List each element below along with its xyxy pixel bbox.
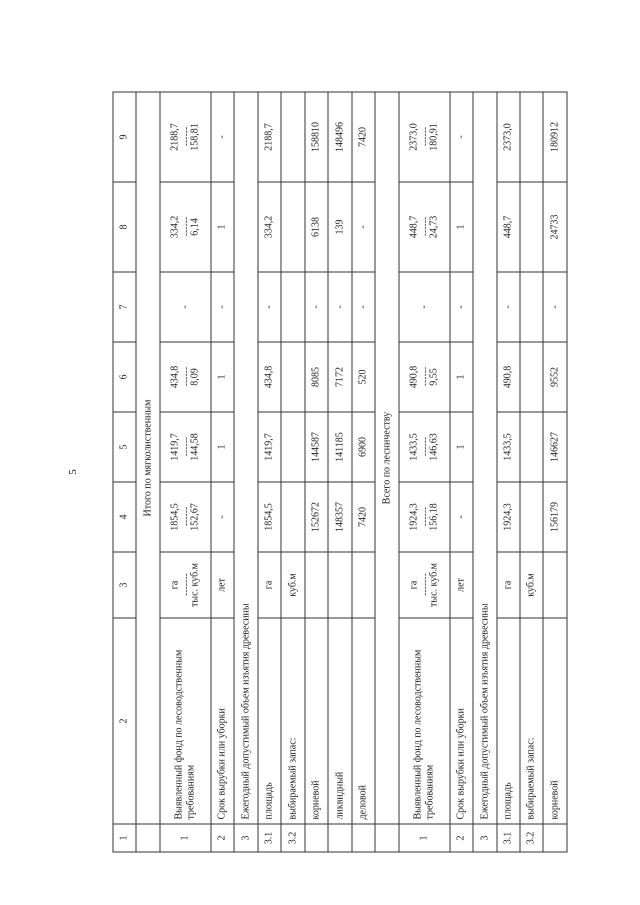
fraction-line: - - - - - -: [419, 217, 430, 237]
value-cell: 490,8: [497, 342, 520, 412]
value-cell: -: [211, 92, 234, 182]
table-row: [399, 92, 450, 852]
table-row: [305, 92, 328, 852]
value-cell: -: [450, 272, 473, 342]
unit-cell: га: [258, 552, 281, 618]
row-name: площадь: [497, 618, 520, 824]
row-name: Ежегодный допустимый объем изъятия древесины: [234, 92, 257, 824]
value-bottom: 6,14: [189, 218, 201, 236]
value-cell: [520, 272, 543, 342]
value-cell: 1: [211, 182, 234, 272]
row-name: Срок вырубки или уборки: [450, 618, 473, 824]
value-cell: 334,2: [258, 182, 281, 272]
value-cell: 152672: [305, 482, 328, 552]
value-cell: [520, 92, 543, 182]
value-cell: 139: [328, 182, 351, 272]
value-bottom: 156,18: [428, 503, 440, 531]
value-cell: [399, 412, 450, 482]
row-name: выбираемый запас:: [520, 618, 543, 824]
value-cell: [520, 342, 543, 412]
unit-fraction: [409, 557, 440, 614]
value-cell: -: [352, 272, 375, 342]
value-cell: -: [211, 272, 234, 342]
value-cell: 434,8: [258, 342, 281, 412]
value-cell: 520: [352, 342, 375, 412]
value-cell: [160, 272, 211, 342]
row-number: 3.1: [497, 824, 520, 852]
value-cell: 1419,7: [258, 412, 281, 482]
unit-cell: [160, 552, 211, 618]
fraction-line: - - - - - -: [180, 127, 191, 147]
value-cell: [520, 482, 543, 552]
row-number: 3: [473, 824, 496, 852]
value-cell: [399, 482, 450, 552]
row-number: 3.2: [520, 824, 543, 852]
section-title-row: [375, 92, 398, 852]
value-cell: [160, 182, 211, 272]
value-cell: 7420: [352, 482, 375, 552]
value-cell: 2373,0: [497, 92, 520, 182]
value-cell: -: [352, 182, 375, 272]
fraction-line: - - - - - -: [180, 507, 191, 527]
row-number: [328, 824, 351, 852]
value-cell: [160, 342, 211, 412]
row-name: Выявленный фонд по лесоводственным требованиям: [160, 618, 211, 824]
header-cell: 4: [113, 482, 136, 552]
value-fraction: [170, 347, 201, 408]
row-number: 2: [211, 824, 234, 852]
header-cell: 8: [113, 182, 136, 272]
row-number: 3: [234, 824, 257, 852]
unit-cell: [305, 552, 328, 618]
row-name: Ежегодный допустимый объем изъятия древесины: [473, 92, 496, 824]
value-fraction: [170, 97, 201, 178]
table-row: [450, 92, 473, 852]
unit-cell: лет: [450, 552, 473, 618]
unit-cell: [328, 552, 351, 618]
header-cell: 6: [113, 342, 136, 412]
value-cell: 1854,5: [258, 482, 281, 552]
unit-top: га: [408, 580, 420, 590]
unit-bottom: тыс. куб.м: [189, 562, 201, 608]
row-number: [305, 824, 328, 852]
unit-cell: куб.м: [520, 552, 543, 618]
value-cell: [281, 482, 304, 552]
value-cell: 7420: [352, 92, 375, 182]
value-top: 490,8: [408, 365, 420, 389]
fraction-line: - - - - - -: [419, 367, 430, 387]
rotated-table-container: [113, 93, 568, 853]
section-empty-cell: [136, 824, 159, 852]
value-cell: 144587: [305, 412, 328, 482]
row-number: 3.2: [281, 824, 304, 852]
value-fraction: [409, 417, 440, 478]
value-fraction: [170, 487, 201, 548]
value-cell: 1: [450, 342, 473, 412]
value-cell: -: [450, 482, 473, 552]
value-top: 334,2: [169, 215, 181, 239]
value-fraction: [170, 187, 201, 268]
row-number: 1: [160, 824, 211, 852]
value-bottom: 146,63: [428, 433, 440, 461]
value-top: 2373,0: [408, 123, 420, 151]
fraction-line: - - - - - -: [419, 437, 430, 457]
value-bottom: 144,58: [189, 433, 201, 461]
value-cell: [281, 182, 304, 272]
value-cell: 9552: [543, 342, 567, 412]
value-top: 434,8: [169, 365, 181, 389]
value-cell: 158810: [305, 92, 328, 182]
value-cell: 448,7: [497, 182, 520, 272]
table-row: [520, 92, 543, 852]
value-text: -: [418, 305, 430, 309]
fraction-line: - - - - - - -: [180, 574, 191, 596]
unit-cell: [543, 552, 567, 618]
value-cell: 1: [450, 182, 473, 272]
value-cell: 7172: [328, 342, 351, 412]
value-cell: 24733: [543, 182, 567, 272]
row-number: 1: [399, 824, 450, 852]
forest-fund-table: [113, 92, 568, 853]
value-fraction: [170, 417, 201, 478]
value-cell: -: [543, 272, 567, 342]
value-bottom: 9,55: [428, 368, 440, 386]
row-number: 3.1: [258, 824, 281, 852]
table-row: [543, 92, 567, 852]
fraction-line: - - - - - -: [180, 217, 191, 237]
table-row: [352, 92, 375, 852]
row-number: [543, 824, 567, 852]
value-cell: 180912: [543, 92, 567, 182]
table-row: [328, 92, 351, 852]
value-cell: 148496: [328, 92, 351, 182]
value-top: 2188,7: [169, 123, 181, 151]
value-bottom: 152,67: [189, 503, 201, 531]
value-cell: [281, 412, 304, 482]
header-cell: 5: [113, 412, 136, 482]
value-fraction: [409, 487, 440, 548]
value-top: 1433,5: [408, 433, 420, 461]
header-cell: 1: [113, 824, 136, 852]
row-number: [352, 824, 375, 852]
value-cell: 6138: [305, 182, 328, 272]
value-cell: -: [450, 92, 473, 182]
value-cell: [399, 342, 450, 412]
value-cell: 1: [450, 412, 473, 482]
section-title: Итого по мягколиственным: [136, 92, 159, 824]
header-row: [113, 92, 136, 852]
page-number: 5: [66, 469, 79, 475]
value-cell: 1: [211, 342, 234, 412]
value-fraction: [409, 97, 440, 178]
value-cell: -: [497, 272, 520, 342]
value-cell: -: [328, 272, 351, 342]
unit-cell: [399, 552, 450, 618]
row-name: деловой: [352, 618, 375, 824]
fraction-line: - - - - - -: [419, 507, 430, 527]
header-cell: 7: [113, 272, 136, 342]
value-cell: 1: [211, 412, 234, 482]
value-fraction: [409, 347, 440, 408]
header-cell: 3: [113, 552, 136, 618]
value-top: 1924,3: [408, 503, 420, 531]
unit-cell: [352, 552, 375, 618]
table-row: [281, 92, 304, 852]
value-cell: [160, 482, 211, 552]
value-top: 448,7: [408, 215, 420, 239]
fraction-line: - - - - - - -: [419, 574, 430, 596]
value-cell: 6900: [352, 412, 375, 482]
row-name: выбираемый запас:: [281, 618, 304, 824]
value-cell: 156179: [543, 482, 567, 552]
value-cell: 2188,7: [258, 92, 281, 182]
fraction-line: - - - - - -: [419, 127, 430, 147]
unit-top: га: [169, 580, 181, 590]
section-title: Всего по лесничеству: [375, 92, 398, 824]
value-cell: [160, 92, 211, 182]
section-title-row: [136, 92, 159, 852]
table-row: [160, 92, 211, 852]
fraction-line: - - - - - -: [180, 437, 191, 457]
unit-cell: га: [497, 552, 520, 618]
row-name: Выявленный фонд по лесоводственным требованиям: [399, 618, 450, 824]
row-name: корневой: [305, 618, 328, 824]
value-cell: 1924,3: [497, 482, 520, 552]
table-body: [113, 92, 567, 852]
value-top: 1854,5: [169, 503, 181, 531]
value-cell: 8085: [305, 342, 328, 412]
value-cell: -: [305, 272, 328, 342]
value-cell: [399, 272, 450, 342]
unit-cell: куб.м: [281, 552, 304, 618]
table-row: [234, 92, 257, 852]
value-cell: -: [258, 272, 281, 342]
value-cell: 146627: [543, 412, 567, 482]
value-cell: 141185: [328, 412, 351, 482]
row-name: корневой: [543, 618, 567, 824]
row-name: площадь: [258, 618, 281, 824]
value-text: -: [179, 305, 191, 309]
value-cell: [160, 412, 211, 482]
header-cell: 9: [113, 92, 136, 182]
table-row: [497, 92, 520, 852]
value-cell: [399, 182, 450, 272]
row-name: Срок вырубки или уборки: [211, 618, 234, 824]
value-fraction: [409, 187, 440, 268]
unit-cell: лет: [211, 552, 234, 618]
row-name: ликвидный: [328, 618, 351, 824]
row-number: 2: [450, 824, 473, 852]
value-cell: [281, 92, 304, 182]
value-top: 1419,7: [169, 433, 181, 461]
unit-bottom: тыс. куб.м: [428, 562, 440, 608]
unit-fraction: [170, 557, 201, 614]
value-bottom: 158,81: [189, 123, 201, 151]
value-bottom: 24,73: [428, 215, 440, 239]
value-cell: -: [211, 482, 234, 552]
value-cell: [281, 272, 304, 342]
fraction-line: - - - - - -: [180, 367, 191, 387]
section-empty-cell: [375, 824, 398, 852]
value-bottom: 8,09: [189, 368, 201, 386]
value-cell: [520, 412, 543, 482]
value-cell: 148357: [328, 482, 351, 552]
table-row: [211, 92, 234, 852]
header-cell: 2: [113, 618, 136, 824]
value-bottom: 180,91: [428, 123, 440, 151]
value-cell: [399, 92, 450, 182]
value-cell: [281, 342, 304, 412]
value-cell: 1433,5: [497, 412, 520, 482]
table-row: [258, 92, 281, 852]
value-cell: [520, 182, 543, 272]
table-row: [473, 92, 496, 852]
